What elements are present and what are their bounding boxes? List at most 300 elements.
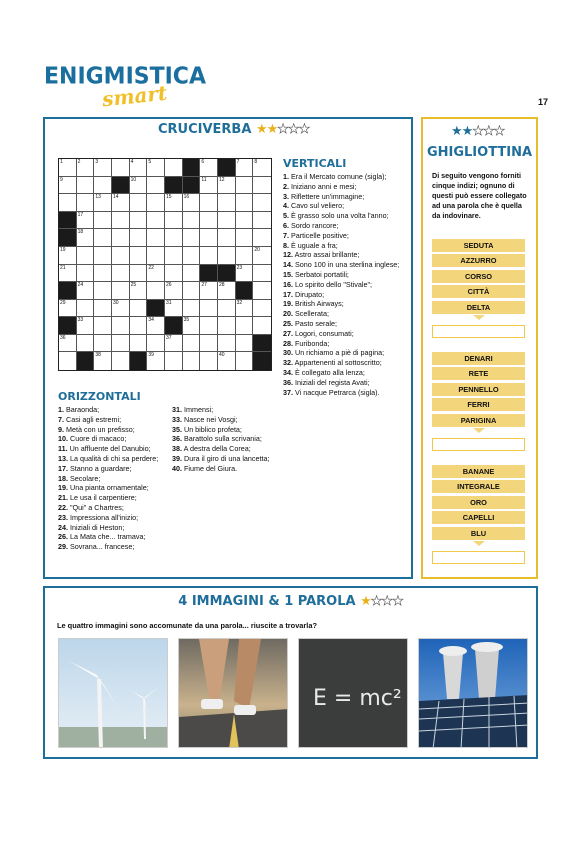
clue-number: 40. xyxy=(172,463,182,473)
star-filled-icon: ★ xyxy=(461,123,473,138)
black-cell xyxy=(59,282,77,300)
grid-cell[interactable] xyxy=(253,300,271,318)
vertical-clues-title: VERTICALI xyxy=(283,157,347,170)
black-cell xyxy=(218,159,236,177)
grid-cell[interactable] xyxy=(218,335,236,353)
clue-word: CORSO xyxy=(432,270,525,283)
cell-number: 23 xyxy=(236,264,243,271)
clue-text: È uguale a fra; xyxy=(291,240,338,250)
four-images-subtitle: Le quattro immagini sono accomunate da una parola... riuscite a trovarla? xyxy=(57,621,317,630)
clue-text: Vi nacque Petrarca (sigla). xyxy=(295,387,380,397)
clue xyxy=(283,211,405,221)
formula-text: E = mc² xyxy=(313,686,402,711)
clue-word: BLU xyxy=(432,527,525,540)
grid-cell[interactable] xyxy=(165,212,183,230)
grid-cell[interactable] xyxy=(253,317,271,335)
black-cell xyxy=(112,177,130,195)
grid-cell[interactable] xyxy=(94,159,112,177)
ghigliottina-group-2 xyxy=(432,352,525,451)
clue xyxy=(283,280,405,290)
clue-text: La Mata che... tramava; xyxy=(70,532,146,542)
grid-cell[interactable] xyxy=(94,352,112,370)
grid-cell[interactable] xyxy=(130,194,148,212)
black-cell xyxy=(59,317,77,335)
clue-word: DELTA xyxy=(432,301,525,314)
black-cell xyxy=(200,265,218,283)
clue xyxy=(58,483,168,493)
grid-cell[interactable] xyxy=(77,335,95,353)
grid-cell[interactable] xyxy=(94,194,112,212)
cell-number: 28 xyxy=(218,282,225,289)
clue-text: Metà con un prefisso; xyxy=(66,424,135,434)
clue-number: 30. xyxy=(283,348,293,358)
grid-cell[interactable] xyxy=(253,159,271,177)
cell-number: 1 xyxy=(60,159,63,165)
grid-cell[interactable] xyxy=(200,300,218,318)
star-empty-icon: ★ xyxy=(287,122,299,137)
clue-word: CAPELLI xyxy=(432,511,525,524)
grid-cell[interactable] xyxy=(112,317,130,335)
clue-text: Stanno a guardare; xyxy=(70,463,132,473)
grid-cell[interactable] xyxy=(77,282,95,300)
star-empty-icon: ★ xyxy=(493,123,505,138)
clue-number: 15. xyxy=(283,269,293,279)
star-empty-icon: ★ xyxy=(381,594,393,609)
clue-text: Fiume del Giura. xyxy=(184,463,238,473)
clue-text: "Qui" a Chartres; xyxy=(70,502,124,512)
grid-cell[interactable] xyxy=(147,282,165,300)
clue xyxy=(172,434,282,444)
grid-cell[interactable] xyxy=(200,282,218,300)
grid-cell[interactable] xyxy=(130,282,148,300)
star-empty-icon: ★ xyxy=(298,122,310,137)
grid-cell[interactable] xyxy=(94,229,112,247)
grid-cell[interactable] xyxy=(94,335,112,353)
horizontal-clues-title: ORIZZONTALI xyxy=(58,390,141,403)
clue xyxy=(58,434,168,444)
clue-number: 19. xyxy=(283,299,293,309)
clue-text: Iniziano anni e mesi; xyxy=(291,181,357,191)
grid-cell[interactable] xyxy=(77,247,95,265)
answer-box[interactable] xyxy=(432,325,525,338)
clue-number: 39. xyxy=(172,453,182,463)
grid-cell[interactable] xyxy=(253,282,271,300)
grid-cell[interactable] xyxy=(183,352,201,370)
grid-cell[interactable] xyxy=(94,300,112,318)
clue xyxy=(58,454,168,464)
clue xyxy=(58,464,168,474)
arrow-down-icon xyxy=(473,315,485,320)
grid-cell[interactable] xyxy=(236,177,254,195)
clue-number: 27. xyxy=(283,328,293,338)
grid-cell[interactable] xyxy=(112,194,130,212)
clue-text: Iniziali del regista Avati; xyxy=(295,377,370,387)
cell-number: 32 xyxy=(236,299,243,306)
grid-cell[interactable] xyxy=(200,159,218,177)
clue xyxy=(58,542,168,552)
clue xyxy=(283,358,405,368)
star-filled-icon: ★ xyxy=(451,123,462,138)
clue xyxy=(283,241,405,251)
black-cell xyxy=(77,352,95,370)
crossword-title xyxy=(158,122,309,137)
star-filled-icon: ★ xyxy=(255,122,267,137)
clue xyxy=(283,231,405,241)
grid-cell[interactable] xyxy=(218,352,236,370)
cell-number: 29 xyxy=(60,299,66,306)
grid-cell[interactable] xyxy=(112,282,130,300)
clue-number: 21. xyxy=(58,493,68,503)
clue-number: 36. xyxy=(283,377,293,387)
grid-cell[interactable] xyxy=(200,335,218,353)
grid-cell[interactable] xyxy=(59,177,77,195)
grid-cell[interactable] xyxy=(236,194,254,212)
black-cell xyxy=(253,352,271,370)
cell-number: 9 xyxy=(60,176,63,183)
answer-box[interactable] xyxy=(432,438,525,451)
clue-number: 18. xyxy=(58,473,68,483)
grid-cell[interactable] xyxy=(218,194,236,212)
grid-cell[interactable] xyxy=(112,352,130,370)
star-filled-icon: ★ xyxy=(266,122,278,137)
clue xyxy=(58,415,168,425)
cell-number: 10 xyxy=(130,176,137,183)
cell-number: 20 xyxy=(254,246,260,253)
grid-cell[interactable] xyxy=(218,282,236,300)
clue-word: RETE xyxy=(432,367,525,380)
clue xyxy=(172,405,282,415)
cell-number: 34 xyxy=(148,317,154,324)
grid-cell[interactable] xyxy=(200,352,218,370)
clue-text: Appartenenti al sottoscritto; xyxy=(294,358,382,368)
clue xyxy=(172,464,282,474)
clue-number: 7. xyxy=(58,414,64,424)
grid-cell[interactable] xyxy=(165,265,183,283)
black-cell xyxy=(253,335,271,353)
clue-number: 31. xyxy=(172,405,182,414)
clue-number: 24. xyxy=(58,522,68,532)
grid-cell[interactable] xyxy=(218,229,236,247)
grid-cell[interactable] xyxy=(94,177,112,195)
grid-cell[interactable] xyxy=(165,159,183,177)
grid-cell[interactable] xyxy=(112,229,130,247)
grid-cell[interactable] xyxy=(165,229,183,247)
clue-text: Una pianta ornamentale; xyxy=(70,483,149,493)
clue-text: Un richiamo a piè di pagina; xyxy=(295,348,385,358)
cell-number: 2 xyxy=(77,159,81,165)
star-empty-icon: ★ xyxy=(472,123,483,138)
clue-text: È collegato alla lenza; xyxy=(295,367,365,377)
cell-number: 40 xyxy=(218,352,225,359)
grid-cell[interactable] xyxy=(112,300,130,318)
grid-cell[interactable] xyxy=(112,265,130,283)
grid-cell[interactable] xyxy=(77,212,95,230)
horizontal-clues-list-1 xyxy=(58,405,168,552)
grid-cell[interactable] xyxy=(77,317,95,335)
grid-cell[interactable] xyxy=(94,317,112,335)
clue-text: Le usa il carpentiere; xyxy=(70,493,137,503)
clue-text: Serbatoi portatili; xyxy=(295,269,349,279)
clue-number: 22. xyxy=(58,502,68,512)
grid-cell[interactable] xyxy=(77,265,95,283)
cell-number: 4 xyxy=(130,159,134,165)
clue-number: 8. xyxy=(283,240,289,250)
black-cell xyxy=(165,317,183,335)
clue-number: 23. xyxy=(58,512,68,522)
clue-text: La qualità di chi sa perdere; xyxy=(70,453,159,463)
answer-box[interactable] xyxy=(432,551,525,564)
grid-cell[interactable] xyxy=(236,352,254,370)
grid-cell[interactable] xyxy=(59,352,77,370)
cell-number: 25 xyxy=(130,282,137,289)
cell-number: 22 xyxy=(148,264,154,271)
ghigliottina-title: GHIGLIOTTINA xyxy=(426,145,533,160)
grid-cell[interactable] xyxy=(130,229,148,247)
clue-number: 13. xyxy=(58,453,68,463)
grid-cell[interactable] xyxy=(130,212,148,230)
grid-cell[interactable] xyxy=(130,247,148,265)
grid-cell[interactable] xyxy=(130,317,148,335)
grid-cell[interactable] xyxy=(112,247,130,265)
clue-text: Logori, consumati; xyxy=(295,328,354,338)
grid-cell[interactable] xyxy=(183,335,201,353)
grid-cell[interactable] xyxy=(218,317,236,335)
cell-number: 31 xyxy=(165,299,172,306)
grid-cell[interactable] xyxy=(236,247,254,265)
horizontal-clues-list-2 xyxy=(172,405,282,474)
grid-cell[interactable] xyxy=(200,177,218,195)
clue-text: Sovrana... francese; xyxy=(70,542,135,552)
grid-cell[interactable] xyxy=(253,247,271,265)
clue xyxy=(283,260,405,270)
clue-number: 38. xyxy=(172,444,182,454)
cell-number: 39 xyxy=(148,352,154,359)
grid-cell[interactable] xyxy=(218,247,236,265)
black-cell xyxy=(147,300,165,318)
clue-text: Barattolo sulla scrivania; xyxy=(184,434,262,444)
clue-number: 7. xyxy=(283,230,289,240)
clue-number: 37. xyxy=(283,387,293,397)
grid-cell[interactable] xyxy=(218,212,236,230)
cell-number: 33 xyxy=(77,317,84,324)
clue-text: Sono 100 in una sterlina inglese; xyxy=(295,260,400,270)
clue-text: Cavo sul veliero; xyxy=(291,201,345,211)
grid-cell[interactable] xyxy=(130,335,148,353)
grid-cell[interactable] xyxy=(253,177,271,195)
clue-number: 20. xyxy=(283,309,293,319)
star-empty-icon: ★ xyxy=(370,594,382,609)
grid-cell[interactable] xyxy=(147,159,165,177)
grid-cell[interactable] xyxy=(236,265,254,283)
grid-cell[interactable] xyxy=(165,194,183,212)
black-cell xyxy=(183,159,201,177)
grid-cell[interactable] xyxy=(253,194,271,212)
grid-cell[interactable] xyxy=(147,335,165,353)
grid-cell[interactable] xyxy=(236,212,254,230)
grid-cell[interactable] xyxy=(183,247,201,265)
cell-number: 15 xyxy=(165,194,172,201)
clue xyxy=(283,192,405,202)
cell-number: 38 xyxy=(95,352,101,359)
clue-text: Un biblico profeta; xyxy=(184,424,242,434)
grid-cell[interactable] xyxy=(59,335,77,353)
clue-text: Riflettere un'immagine; xyxy=(291,191,365,201)
grid-cell[interactable] xyxy=(236,317,254,335)
clue xyxy=(283,201,405,211)
grid-cell[interactable] xyxy=(94,212,112,230)
grid-cell[interactable] xyxy=(183,194,201,212)
grid-cell[interactable] xyxy=(218,177,236,195)
grid-cell[interactable] xyxy=(236,229,254,247)
clue-number: 35. xyxy=(172,424,182,434)
clue-text: Sordo rancore; xyxy=(291,220,339,230)
clue-text: Un affluente del Danubio; xyxy=(69,444,151,454)
grid-cell[interactable] xyxy=(165,247,183,265)
cell-number: 3 xyxy=(95,159,99,165)
grid-cell[interactable] xyxy=(165,335,183,353)
grid-cell[interactable] xyxy=(183,282,201,300)
clue-text: Iniziali di Heston; xyxy=(70,522,125,532)
grid-cell[interactable] xyxy=(236,335,254,353)
clue xyxy=(283,270,405,280)
clue xyxy=(283,388,405,398)
clue-text: Dura il giro di una lancetta; xyxy=(184,453,270,463)
clue xyxy=(283,378,405,388)
clue-word: INTEGRALE xyxy=(432,480,525,493)
crossword-grid[interactable] xyxy=(58,158,272,371)
grid-cell[interactable] xyxy=(130,159,148,177)
grid-cell[interactable] xyxy=(147,194,165,212)
clue-text: Astro assai brillante; xyxy=(294,250,360,260)
black-cell xyxy=(59,229,77,247)
grid-cell[interactable] xyxy=(183,300,201,318)
grid-cell[interactable] xyxy=(200,317,218,335)
grid-cell[interactable] xyxy=(183,212,201,230)
clue-number: 34. xyxy=(283,367,293,377)
clue-text: Secolare; xyxy=(70,473,101,483)
grid-cell[interactable] xyxy=(253,265,271,283)
ghigliottina-group-1 xyxy=(432,239,525,338)
grid-cell[interactable] xyxy=(77,229,95,247)
grid-cell[interactable] xyxy=(59,159,77,177)
cell-number: 21 xyxy=(60,264,66,271)
clue xyxy=(283,172,405,182)
grid-cell[interactable] xyxy=(253,212,271,230)
grid-cell[interactable] xyxy=(130,265,148,283)
grid-cell[interactable] xyxy=(183,265,201,283)
clue-number: 16. xyxy=(283,279,293,289)
black-cell xyxy=(130,352,148,370)
cell-number: 12 xyxy=(218,176,225,183)
clue-text: Nasce nei Vosgi; xyxy=(184,414,238,424)
clue-text: Era il Mercato comune (sigla); xyxy=(291,172,387,181)
grid-cell[interactable] xyxy=(218,300,236,318)
grid-cell[interactable] xyxy=(112,335,130,353)
ghigliottina-stars xyxy=(451,123,504,139)
brand-logo xyxy=(44,63,206,112)
star-empty-icon: ★ xyxy=(482,123,494,138)
grid-cell[interactable] xyxy=(147,265,165,283)
cell-number: 11 xyxy=(201,176,207,183)
grid-cell[interactable] xyxy=(147,317,165,335)
grid-cell[interactable] xyxy=(200,194,218,212)
grid-cell[interactable] xyxy=(94,247,112,265)
grid-cell[interactable] xyxy=(77,194,95,212)
black-cell xyxy=(59,212,77,230)
grid-cell[interactable] xyxy=(253,229,271,247)
grid-cell[interactable] xyxy=(59,265,77,283)
clue-word: CITTÀ xyxy=(432,285,525,298)
grid-cell[interactable] xyxy=(94,282,112,300)
grid-cell[interactable] xyxy=(200,212,218,230)
clue-number: 1. xyxy=(283,172,289,181)
grid-cell[interactable] xyxy=(165,300,183,318)
clue xyxy=(283,339,405,349)
clue-text: Particelle positive; xyxy=(291,230,349,240)
grid-cell[interactable] xyxy=(130,177,148,195)
image-chalkboard-formula xyxy=(298,638,408,748)
grid-cell[interactable] xyxy=(147,177,165,195)
grid-cell[interactable] xyxy=(147,247,165,265)
grid-cell[interactable] xyxy=(183,317,201,335)
black-cell xyxy=(218,265,236,283)
grid-cell[interactable] xyxy=(147,352,165,370)
clue-word: SEDUTA xyxy=(432,239,525,252)
grid-cell[interactable] xyxy=(77,300,95,318)
clue-number: 4. xyxy=(283,201,289,211)
grid-cell[interactable] xyxy=(147,229,165,247)
clue-word: PENNELLO xyxy=(432,383,525,396)
grid-cell[interactable] xyxy=(112,212,130,230)
star-filled-icon: ★ xyxy=(360,594,371,609)
clue-number: 5. xyxy=(283,211,289,221)
grid-cell[interactable] xyxy=(130,300,148,318)
clue-number: 1. xyxy=(58,405,64,414)
clue xyxy=(58,513,168,523)
star-empty-icon: ★ xyxy=(277,122,288,137)
grid-cell[interactable] xyxy=(94,265,112,283)
grid-cell[interactable] xyxy=(200,229,218,247)
grid-cell[interactable] xyxy=(77,159,95,177)
arrow-down-icon xyxy=(473,541,485,546)
grid-cell[interactable] xyxy=(200,247,218,265)
clue xyxy=(283,182,405,192)
cell-number: 24 xyxy=(77,282,84,289)
grid-cell[interactable] xyxy=(59,300,77,318)
grid-cell[interactable] xyxy=(165,282,183,300)
clue xyxy=(58,405,168,415)
grid-cell[interactable] xyxy=(165,352,183,370)
grid-cell[interactable] xyxy=(236,159,254,177)
grid-cell[interactable] xyxy=(236,300,254,318)
arrow-down-icon xyxy=(473,428,485,433)
clue-text: Pasto serale; xyxy=(295,318,337,328)
clue xyxy=(58,523,168,533)
grid-cell[interactable] xyxy=(112,159,130,177)
clue-word: DENARI xyxy=(432,352,525,365)
cell-number: 18 xyxy=(77,229,84,236)
clue-text: A destra della Corea; xyxy=(183,444,251,454)
grid-cell[interactable] xyxy=(183,229,201,247)
vertical-clues-list xyxy=(283,172,405,397)
grid-cell[interactable] xyxy=(147,212,165,230)
clue-text: È grasso solo una volta l'anno; xyxy=(291,211,389,221)
clue xyxy=(58,425,168,435)
grid-cell[interactable] xyxy=(59,247,77,265)
image-power-plant-solar xyxy=(418,638,528,748)
grid-cell[interactable] xyxy=(59,194,77,212)
grid-cell[interactable] xyxy=(77,177,95,195)
